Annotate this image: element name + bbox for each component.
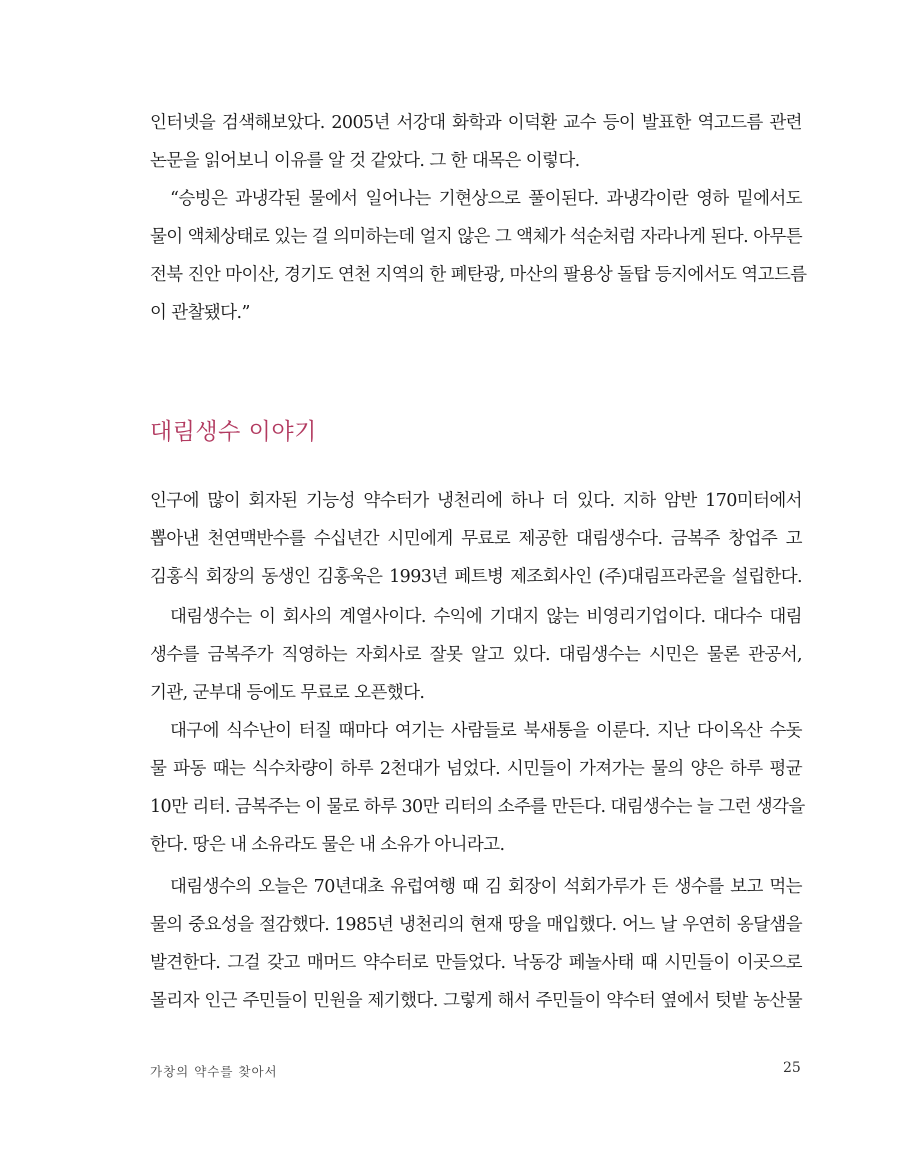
text-line: 물이 액체상태로 있는 걸 의미하는데 얼지 않은 그 액체가 석순처럼 자라나게 된다. 아무튼 <box>150 227 802 247</box>
text-line: 대구에 식수난이 터질 때마다 여기는 사람들로 북새통을 이룬다. 지난 다이옥산 수돗 <box>170 721 802 741</box>
text-line: 물의 중요성을 절감했다. 1985년 냉천리의 현재 땅을 매입했다. 어느 날 우연히 옹달샘을 <box>150 915 802 935</box>
text-line: “승빙은 과냉각된 물에서 일어나는 기현상으로 풀이된다. 과냉각이란 영하 밑에서도 <box>170 189 802 209</box>
paragraph-intro <box>150 104 802 180</box>
text-line: 몰리자 인근 주민들이 민원을 제기했다. 그렇게 해서 주민들이 약수터 옆에서 텃밭 농산물 <box>150 991 802 1011</box>
text-line: 10만 리터. 금복주는 이 물로 하루 30만 리터의 소주를 만든다. 대림생수는 늘 그런 생각을 <box>150 797 805 817</box>
text-line: 이 관찰됐다.” <box>150 303 250 323</box>
text-line: 물 파동 때는 식수차량이 하루 2천대가 넘었다. 시민들이 가져가는 물의 양은 하루 평균 <box>150 759 802 779</box>
footer-book-title: 가창의 약수를 찾아서 <box>150 1064 278 1079</box>
text-line: 생수를 금복주가 직영하는 자회사로 잘못 알고 있다. 대림생수는 시민은 물론 관공서, <box>150 645 802 665</box>
text-line: 인터넷을 검색해보았다. 2005년 서강대 화학과 이덕환 교수 등이 발표한 역고드름 관련 <box>150 113 802 133</box>
text-line: 뽑아낸 천연맥반수를 수십년간 시민에게 무료로 제공한 대림생수다. 금복주 창업주 고 <box>150 529 802 549</box>
text-line: 한다. 땅은 내 소유라도 물은 내 소유가 아니라고. <box>150 835 505 855</box>
page-number: 25 <box>783 1060 801 1076</box>
paragraph-quote <box>150 180 807 332</box>
text-line: 발견한다. 그걸 갖고 매머드 약수터로 만들었다. 낙동강 페놀사태 때 시민들이 이곳으로 <box>150 953 802 973</box>
paragraph-body <box>150 868 802 1020</box>
text-line: 논문을 읽어보니 이유를 알 것 같았다. 그 한 대목은 이렇다. <box>150 151 580 171</box>
text-line: 김홍식 회장의 동생인 김홍욱은 1993년 페트병 제조회사인 (주)대림프라콘을 설립한다. <box>150 567 802 587</box>
text-line: 기관, 군부대 등에도 무료로 오픈했다. <box>150 683 425 703</box>
text-line: 전북 진안 마이산, 경기도 연천 지역의 한 폐탄광, 마산의 팔용상 돌탑 등지에서도 역고드름 <box>150 265 807 285</box>
text-line: 인구에 많이 회자된 기능성 약수터가 냉천리에 하나 더 있다. 지하 암반 170미터에서 <box>150 491 802 511</box>
text-line: 대림생수의 오늘은 70년대초 유럽여행 때 김 회장이 석회가루가 든 생수를 보고 먹는 <box>170 877 802 897</box>
paragraph-body <box>150 712 805 864</box>
paragraph-body <box>150 482 802 596</box>
section-heading: 대림생수 이야기 <box>150 419 317 445</box>
paragraph-body <box>150 598 802 712</box>
text-line: 대림생수는 이 회사의 계열사이다. 수익에 기대지 않는 비영리기업이다. 대다수 대림 <box>170 607 802 627</box>
